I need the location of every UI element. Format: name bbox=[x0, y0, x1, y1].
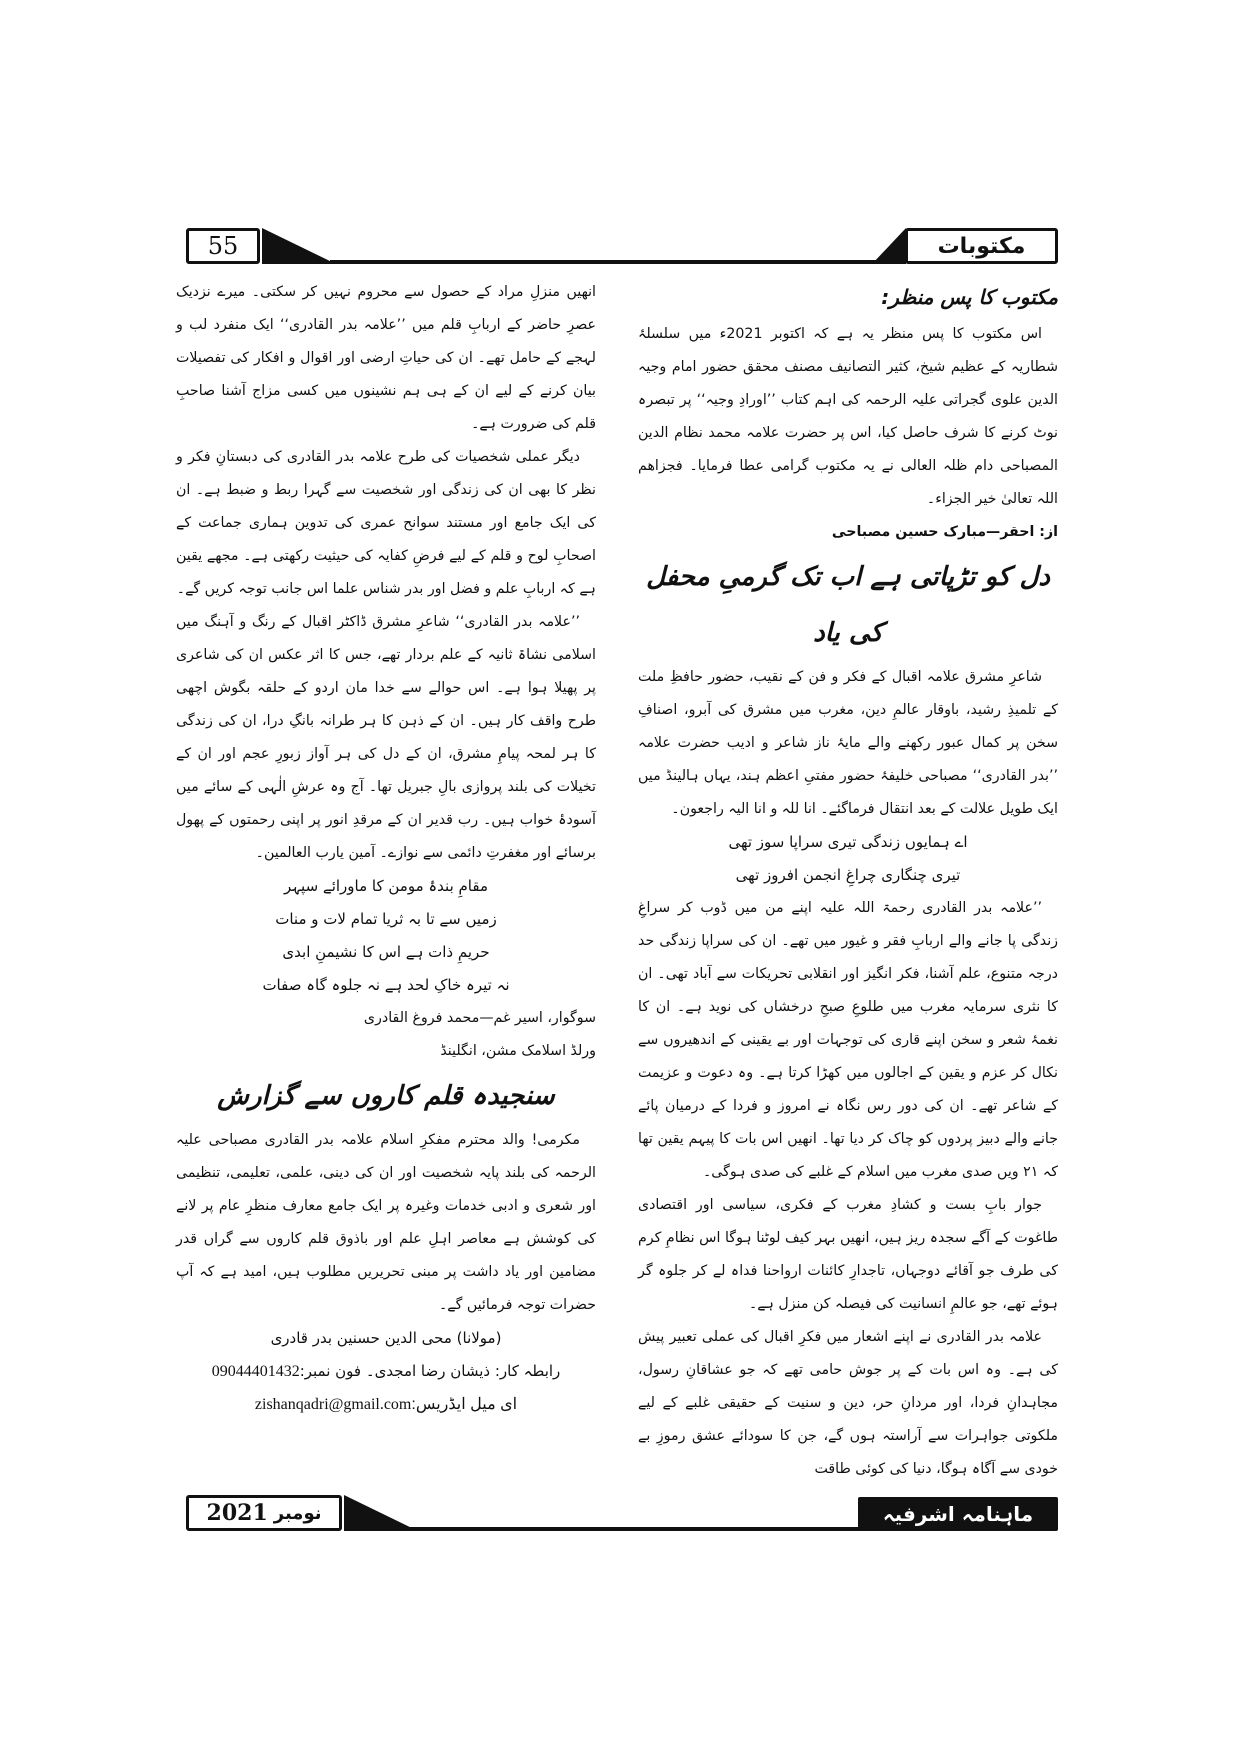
footer-year: 2021 bbox=[206, 1500, 268, 1526]
letter-signature: از: احقر—مبارک حسین مصباحی bbox=[831, 524, 1058, 540]
verse-line: تیری چنگاری چراغِ انجمن افروز تھی bbox=[735, 866, 961, 884]
footer-rule bbox=[410, 1527, 860, 1531]
article-paragraph-1: شاعرِ مشرق علامہ اقبال کے فکر و فن کے نقیب، حضور حافظِ ملت کے تلمیذِ رشید، باوقار عالمِ دین، مغرب میں مشرق کی آبرو، اصنافِ سخن پر کمال عبور رکھنے والے مایۂ ناز شاعر و ادیب حضرت علامہ ’’بدر القادری‘‘ مصباحی خلیفۂ حضور مفتیِ اعظم ہند، یہاں ہالینڈ میں ایک طویل علالت کے بعد انتقال فرماگئے۔ انا للہ و انا الیہ راجعون۔ bbox=[638, 669, 1058, 817]
page-number-text: 55 bbox=[207, 232, 239, 260]
article-paragraph-2: ’’علامہ بدر القادری رحمۃ اللہ علیہ اپنے من میں ڈوب کر سراغِ زندگی پا جانے والے اربابِ فقر و غیور میں تھے۔ ان کی سراپا زندگی حد درجہ متنوع، علم آشنا، فکر انگیز اور انقلابی تحریکات سے آباد تھی۔ ان کا نثری سرمایہ مغرب میں طلوعِ صبحِ درخشاں کی نوید ہے۔ ان کا نغمۂ شعر و سخن اپنے قاری کی توجہات اور بے یقینی کے اندھیروں سے نکال کر عزم و یقین کے اجالوں میں کھڑا کرتا ہے۔ وہ دعوت و عزیمت کے شاعر تھے۔ ان کی دور رس نگاہ نے امروز و فردا کے درمیان پائے جانے والے دبیز پردوں کو چاک کر دیا تھا۔ انھیں اس بات کا پیہم یقین تھا کہ ۲۱ ویں صدی مغرب میں اسلام کے غلبے کی صدی ہوگی۔ bbox=[638, 900, 1058, 1180]
verse-line: زمیں سے تا بہ ثریا تمام لات و منات bbox=[275, 910, 497, 928]
letter-background-heading: مکتوب کا پس منظر: bbox=[881, 285, 1058, 309]
article-heading: دل کو تڑپاتی ہے اب تک گرمیِ محفل کی یاد bbox=[646, 562, 1050, 648]
section-title-text: مکتوبات bbox=[937, 233, 1026, 259]
email-line bbox=[176, 1388, 596, 1421]
verse-line: نہ تیرہ خاکِ لحد ہے نہ جلوہ گاہ صفات bbox=[262, 976, 510, 994]
magazine-name-text: ماہنامہ اشرفیہ bbox=[882, 1502, 1034, 1526]
verse-line: اے ہمایوں زندگی تیری سراپا سوز تھی bbox=[728, 833, 968, 851]
left-paragraph-2: دیگر عملی شخصیات کی طرح علامہ بدر القادری کی دبستانِ فکر و نظر کا بھی ان کی زندگی اور شخصیت سے گہرا ربط و ضبط ہے۔ ان کی ایک جامع اور مستند سوانح عمری کی تدوین ہماری جماعت کے اصحابِ لوح و قلم کے لیے فرضِ کفایہ کی حیثیت رکھتی ہے۔ مجھے یقین ہے کہ اربابِ علم و فضل اور بدر شناس علما اس جانب توجہ کریں گے۔ bbox=[176, 449, 596, 597]
page-number bbox=[186, 228, 260, 264]
article-paragraph-3: جوار بابِ بست و کشادِ مغرب کے فکری، سیاسی اور اقتصادی طاغوت کے آگے سجدہ ریز ہیں، انھیں بہر کیف لوٹنا ہوگا اس نظامِ کرم کی طرف جو آقائے دوجہاں، تاجدارِ کائنات ارواحنا فداہ لے کر جلوہ گر ہوئے تھے، جو عالمِ انسانیت کی فیصلہ کن منزل ہے۔ bbox=[638, 1197, 1058, 1312]
letter-background-text: اس مکتوب کا پس منظر یہ ہے کہ اکتوبر 2021ء میں سلسلۂ شطاریہ کے عظیم شیخ، کثیر التصانیف مصنف محقق حضور امام وجیہ الدین علوی گجراتی علیہ الرحمہ کی اہم کتاب ’’اورادِ وجیہ‘‘ پر تبصرہ نوٹ کرنے کا شرف حاصل کیا، اس پر حضرت علامہ محمد نظام الدین المصباحی دام ظلہ العالی نے یہ مکتوب گرامی عطا فرمایا۔ فجزاھم اللہ تعالیٰ خیر الجزاء۔ bbox=[638, 326, 1058, 507]
email-prefix: ای میل ایڈریس: bbox=[411, 1396, 518, 1413]
mourner-signature: سوگوار، اسیر غم—محمد فروغ القادری bbox=[363, 1010, 596, 1026]
email-address[interactable]: zishanqadri@gmail.com bbox=[254, 1396, 412, 1413]
header-right-wedge bbox=[872, 228, 906, 264]
verse-line: حریمِ ذات ہے اس کا نشیمنِ ابدی bbox=[282, 943, 490, 961]
article-paragraph-4: علامہ بدر القادری نے اپنے اشعار میں فکرِ اقبال کی عملی تعبیر پیش کی ہے۔ وہ اس بات کے پر جوش حامی تھے کہ جو عشاقانِ رسول، مجاہدانِ فردا، اور مردانِ حر، دین و سنیت کے حقیقی غلبے کے لیے ملکوتی جواہرات سے آراستہ ہوں گے، جن کا سودائے عشق رموزِ بے خودی سے آگاہ ہوگا، دنیا کی کوئی طاقت bbox=[638, 1329, 1058, 1477]
footer-month: نومبر bbox=[273, 1502, 322, 1524]
contact-prefix: رابطہ کار: ذیشان رضا امجدی۔ فون نمبر: bbox=[299, 1362, 561, 1380]
appeal-text: مکرمی! والد محترم مفکرِ اسلام علامہ بدر القادری مصباحی علیہ الرحمہ کی بلند پایہ شخصیت اور ان کی دینی، علمی، تعلیمی، تنظیمی اور شعری و ادبی خدمات وغیرہ پر ایک جامع معارف منظرِ عام پر لانے کی کوشش ہے معاصر اہلِ علم اور باذوق قلم کاروں سے گراں قدر مضامین اور یاد داشت پر مبنی تحریریں مطلوب ہیں، امید ہے کہ آپ حضرات توجہ فرمائیں گے۔ bbox=[176, 1132, 596, 1313]
magazine-name bbox=[858, 1497, 1058, 1531]
mourner-organization: ورلڈ اسلامک مشن، انگلینڈ bbox=[440, 1043, 596, 1059]
footer-date bbox=[186, 1495, 342, 1531]
section-title bbox=[905, 228, 1058, 264]
left-column bbox=[176, 276, 596, 1421]
footer-left-wedge bbox=[344, 1495, 418, 1531]
appeal-signature: (مولانا) محی الدین حسنین بدر قادری bbox=[270, 1329, 502, 1347]
appeal-heading: سنجیدہ قلم کاروں سے گزارش bbox=[217, 1081, 555, 1111]
contact-phone: 09044401432 bbox=[211, 1363, 300, 1380]
left-paragraph-3: ’’علامہ بدر القادری‘‘ شاعرِ مشرق ڈاکٹر اقبال کے رنگ و آہنگ میں اسلامی نشاۃ ثانیہ کے علم بردار تھے، جس کا اثر عکس ان کی شاعری پر پھیلا ہوا ہے۔ اس حوالے سے خدا مان اردو کے حلقہ بگوش اچھی طرح واقف کار ہیں۔ ان کے ذہن کا ہر طرانہ بانگِ درا، ان کی زندگی کا ہر لمحہ پیامِ مشرق، ان کے دل کی ہر آواز زبورِ عجم اور ان کے تخیلات کی بلند پروازی بالِ جبریل تھا۔ آج وہ عرشِ الٰہی کے سائے میں آسودۂ خواب ہیں۔ رب قدیر ان کے مرقدِ انور پر اپنی رحمتوں کے پھول برسائے اور مغفرتِ دائمی سے نوازے۔ آمین یارب العالمین۔ bbox=[176, 614, 596, 861]
contact-line bbox=[176, 1355, 596, 1388]
right-column bbox=[638, 276, 1058, 1486]
verse-line: مقامِ بندۂ مومن کا ماورائے سپہر bbox=[283, 877, 489, 895]
header-rule bbox=[330, 260, 905, 264]
header-left-wedge bbox=[262, 228, 336, 264]
left-paragraph-1: انھیں منزلِ مراد کے حصول سے محروم نہیں کر سکتی۔ میرے نزدیک عصرِ حاضر کے اربابِ قلم میں ’’علامہ بدر القادری‘‘ ایک منفرد لب و لہجے کے حامل تھے۔ ان کی حیاتِ ارضی اور اقوال و افکار کی تفصیلات بیان کرنے کے لیے ان کے ہی ہم نشینوں میں کسی مزاج آشنا صاحبِ قلم کی ضرورت ہے۔ bbox=[176, 284, 596, 432]
